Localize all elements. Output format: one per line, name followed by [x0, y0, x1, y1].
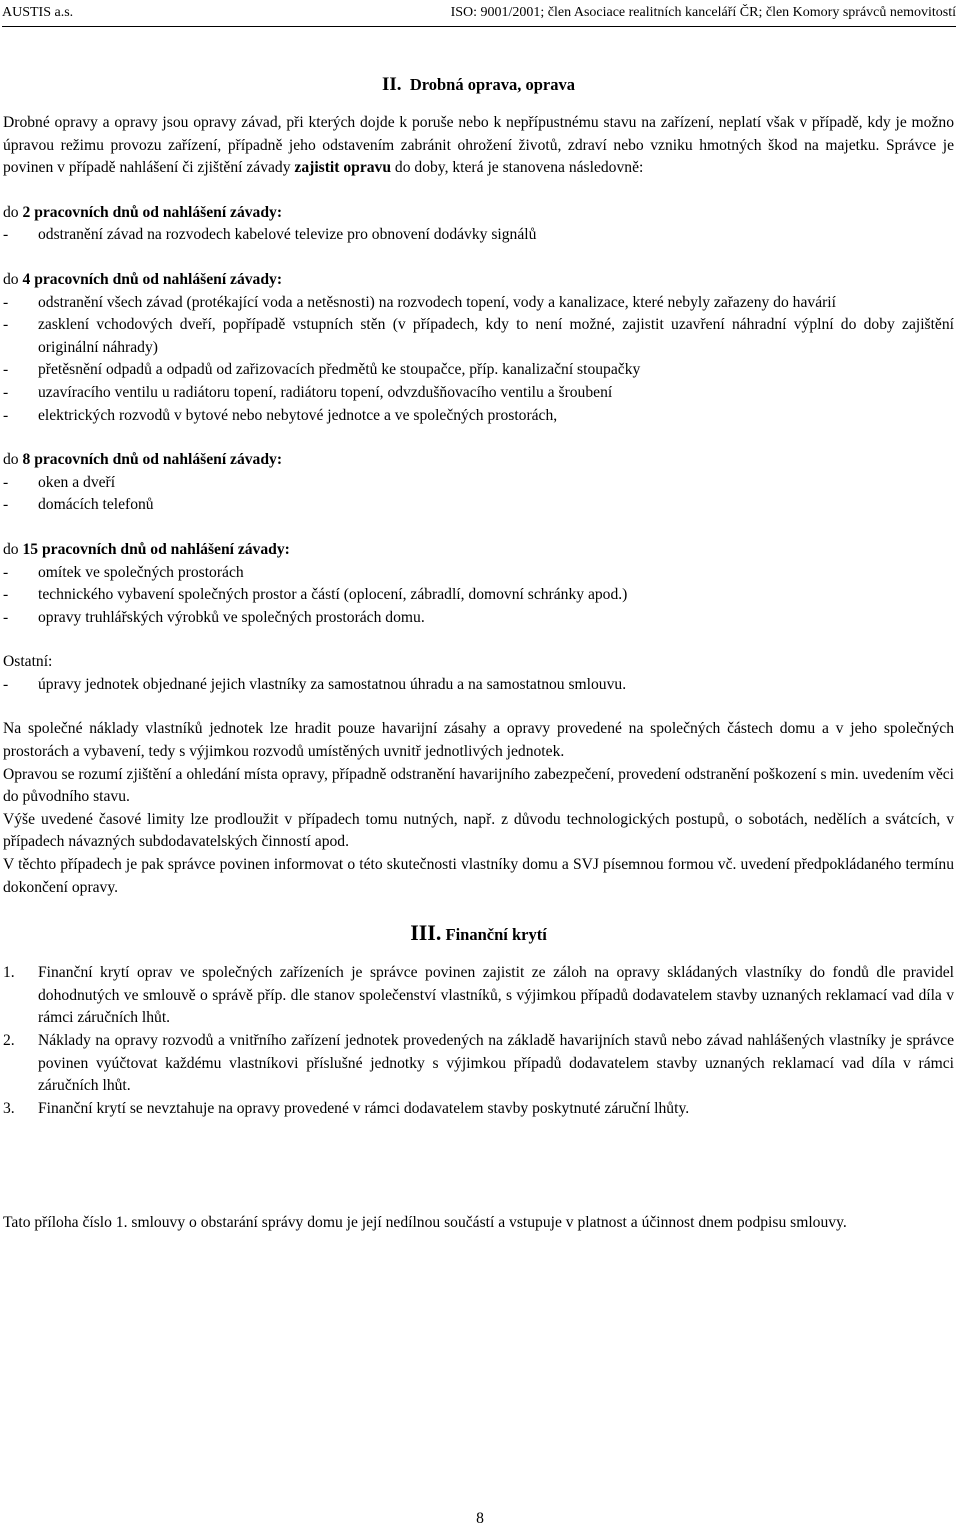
- deadline-group: [3, 449, 954, 517]
- page-number: 8: [476, 1510, 484, 1527]
- section-3-number: III.: [410, 920, 442, 946]
- list-item: - uzavíracího ventilu u radiátoru topení, radiátoru topení, odvzdušňovacího ventilu a šroubení: [3, 382, 954, 405]
- section-3-heading: Finanční krytí: [445, 925, 547, 945]
- deadline-items: [3, 224, 954, 247]
- other-label: Ostatní:: [3, 653, 53, 671]
- deadline-lead: do: [3, 540, 23, 558]
- numbered-item: [3, 962, 954, 1030]
- document-body: [3, 73, 954, 1235]
- deadline-groups: [3, 202, 954, 630]
- other-block: [3, 651, 954, 696]
- list-item: - přetěsnění odpadů a odpadů od zařizovacích předmětů ke stoupačce, příp. kanalizační stoupačky: [3, 359, 954, 382]
- deadline-items: [3, 562, 954, 630]
- section-3-list: [3, 962, 954, 1120]
- paragraph: Opravou se rozumí zjištění a ohledání místa opravy, případně odstranění havarijního zabezpečení, provedení odstranění poškození s min. uvedením věci do původního stavu.: [3, 765, 954, 806]
- deadline-heading-text: 4 pracovních dnů od nahlášení závady:: [22, 270, 283, 288]
- deadline-heading: [3, 539, 954, 562]
- list-item: - odstranění závad na rozvodech kabelové televize pro obnovení dodávky signálů: [3, 224, 954, 247]
- section-2-paragraphs: [3, 718, 954, 899]
- section-3-title: [3, 921, 954, 947]
- other-list: [3, 674, 954, 697]
- deadline-lead: do: [3, 451, 23, 469]
- list-item: - technického vybavení společných prostor a částí (oplocení, zábradlí, domovní schránky apod.): [3, 584, 954, 607]
- list-item: - opravy truhlářských výrobků ve společných prostorách domu.: [3, 607, 954, 630]
- list-item: - zasklení vchodových dveří, popřípadě vstupních stěn (v případech, kdy to není možné, zajistit uzavření náhradní výplní do doby zajištění originální náhrady): [3, 314, 954, 359]
- closing-statement: Tato příloha číslo 1. smlouvy o obstarání správy domu je její nedílnou součástí a vstupuje v platnost a účinnost dnem podpisu smlouvy.: [3, 1214, 847, 1232]
- numbered-item: [3, 1098, 954, 1121]
- intro-text-2: do doby, která je stanovena následovně:: [391, 159, 644, 177]
- deadline-heading-text: 8 pracovních dnů od nahlášení závady:: [22, 451, 283, 469]
- paragraph: V těchto případech je pak správce povinen informovat o této skutečnosti vlastníky domu a SVJ písemnou formou vč. uvedení předpokládaného termínu dokončení opravy.: [3, 856, 954, 896]
- company-name: AUSTIS a.s.: [2, 5, 74, 20]
- list-item: - úpravy jednotek objednané jejich vlastníky za samostatnou úhradu a na samostatnou smlouvu.: [3, 674, 954, 697]
- item-text: Náklady na opravy rozvodů a vnitřního zařízení jednotek provedených na základě havarijních stavů nebo závad nahlášených vlastníky je správce povinen vyúčtovat každému vlastníkovi příslušné jednotky s výjimkou případů dodavatelem stavby uznaných reklamací vad díla v rámci záručních lhůt.: [38, 1032, 954, 1095]
- paragraph: Výše uvedené časové limity lze prodloužit v případech tomu nutných, např. z důvodu technologických postupů, o sobotách, nedělích a svátcích, v případech návazných subdodavatelských činností apod.: [3, 810, 954, 851]
- deadline-lead: do: [3, 203, 23, 221]
- deadline-items: [3, 292, 954, 428]
- intro-bold: zajistit opravu: [294, 159, 392, 177]
- deadline-heading: [3, 449, 954, 472]
- intro-text-1: Drobné opravy a opravy jsou opravy závad, při kterých dojde k poruše nebo k nepřípustnému stavu na zařízení, neplatí však v případě, kdy je možno úpravou režimu provozu zařízení, případně jeho odstavením zabránit ohrožení životů, zdraví nebo vzniku hmotných škod na majetku. Správce je povinen v případě nahlášení či zjištění závady: [3, 114, 954, 177]
- list-item: - omítek ve společných prostorách: [3, 562, 954, 585]
- page-header: [2, 2, 956, 27]
- numbered-item: [3, 1030, 954, 1098]
- list-item: - domácích telefonů: [3, 494, 954, 517]
- header-memberships: ISO: 9001/2001; člen Asociace realitních kanceláří ČR; člen Komory správců nemovitostí: [450, 5, 956, 20]
- deadline-lead: do: [3, 270, 23, 288]
- item-text: Finanční krytí oprav ve společných zařízeních je správce povinen zajistit ze záloh na opravy skládaných vlastníky do fondů dle pravidel dohodnutých ve smlouvě o správě příp. dle stanov společenství vlastníků, s výjimkou případů dodavatelem stavby uznaných reklamací vad díla v rámci záručních lhůt.: [38, 964, 954, 1027]
- section-2-number: II.: [382, 74, 402, 95]
- section-2-title: [3, 73, 954, 97]
- list-item: - odstranění všech závad (protékající voda a netěsnosti) na rozvodech topení, vody a kanalizace, které nebyly zařazeny do havárií: [3, 292, 954, 315]
- item-number: 1.: [3, 964, 15, 982]
- deadline-group: [3, 202, 954, 247]
- list-item: - elektrických rozvodů v bytové nebo nebytové jednotce a ve společných prostorách,: [3, 405, 954, 428]
- deadline-group: [3, 539, 954, 629]
- item-number: 2.: [3, 1032, 15, 1049]
- item-number: 3.: [3, 1099, 15, 1117]
- deadline-items: [3, 472, 954, 517]
- deadline-heading-text: 2 pracovních dnů od nahlášení závady:: [22, 203, 283, 221]
- deadline-heading-text: 15 pracovních dnů od nahlášení závady:: [22, 540, 290, 558]
- section-2-heading: Drobná oprava, oprava: [409, 75, 575, 94]
- deadline-group: [3, 269, 954, 427]
- section-2-intro: [3, 112, 954, 180]
- deadline-heading: [3, 269, 954, 292]
- list-item: - oken a dveří: [3, 472, 954, 495]
- paragraph: Na společné náklady vlastníků jednotek lze hradit pouze havarijní zásahy a opravy provedené na společných částech domu a v jeho společných prostorách a vybavení, tedy s výjimkou rozvodů umístěných uvnitř jednotlivých jednotek.: [3, 720, 954, 761]
- deadline-heading: [3, 202, 954, 225]
- item-text: Finanční krytí se nevztahuje na opravy provedené v rámci dodavatelem stavby poskytnuté záruční lhůty.: [38, 1099, 690, 1117]
